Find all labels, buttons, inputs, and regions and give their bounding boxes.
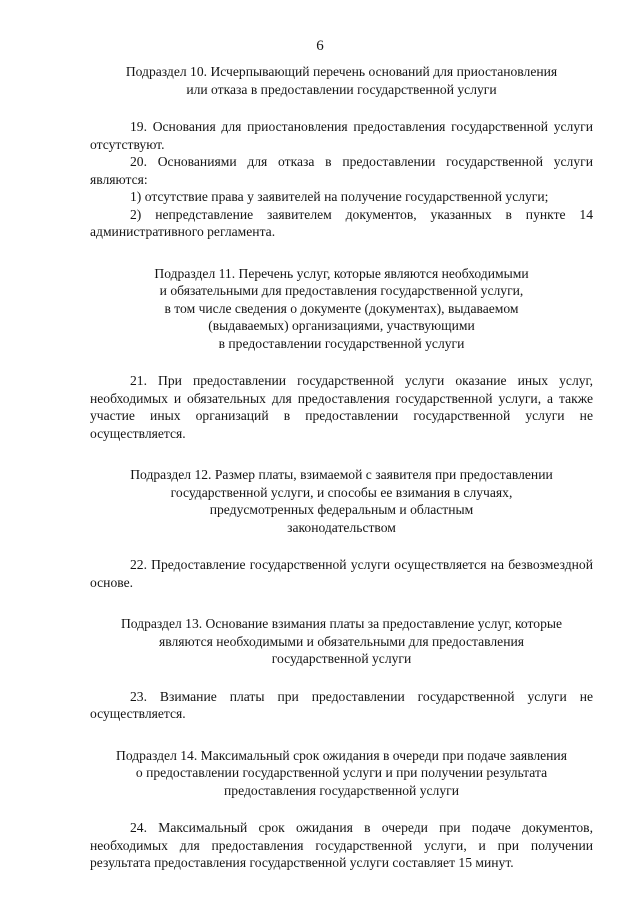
paragraph-19: 19. Основания для приостановления предоставления государственной услуги отсутствуют.	[90, 119, 593, 152]
heading-line: или отказа в предоставлении государственной услуги	[186, 81, 497, 97]
heading-line: Подраздел 14. Максимальный срок ожидания в очереди при подаче заявления	[116, 747, 567, 763]
paragraph-24: 24. Максимальный срок ожидания в очереди при подаче документов, необходимых для предоставления государственной услуги, и при получении результата предоставления государственной услуги составляет 15 минут.	[90, 820, 593, 870]
document-body	[90, 63, 593, 872]
heading-line: законодательством	[287, 519, 396, 535]
paragraph-22: 22. Предоставление государственной услуги осуществляется на безвозмездной основе.	[90, 557, 593, 590]
subsection-13-heading	[90, 615, 593, 668]
heading-line: Подраздел 10. Исчерпывающий перечень оснований для приостановления	[125, 64, 558, 79]
heading-line: Подраздел 11. Перечень услуг, которые являются необходимыми	[154, 265, 529, 281]
subsection-14-heading	[90, 747, 593, 800]
heading-line: и обязательными для предоставления государственной услуги,	[159, 283, 524, 298]
subsection-11-heading	[90, 265, 593, 353]
heading-line: о предоставлении государственной услуги и при получении результата	[135, 765, 548, 780]
paragraph-20: 20. Основаниями для отказа в предоставлении государственной услуги являются:	[90, 154, 593, 187]
heading-line: Подраздел 13. Основание взимания платы за предоставление услуг, которые	[120, 616, 563, 631]
paragraph-21: 21. При предоставлении государственной услуги оказание иных услуг, необходимых и обязательных для предоставления государственной услуги, а также участие иных организаций в предоставлении государственной услуги не осуществляется.	[90, 373, 593, 441]
heading-line: государственной услуги	[271, 651, 412, 666]
heading-line: государственной услуги, и способы ее взимания в случаях,	[170, 484, 513, 500]
page-number: 6	[316, 38, 324, 54]
subsection-10-heading	[90, 63, 593, 98]
list-item-2: 2) непредставление заявителем документов, указанных в пункте 14 административного регламента.	[90, 206, 593, 239]
heading-line: в предоставлении государственной услуги	[218, 335, 465, 351]
list-item-1: 1) отсутствие права у заявителей на получение государственной услуги;	[130, 189, 549, 204]
paragraph-23: 23. Взимание платы при предоставлении государственной услуги не осуществляется.	[90, 688, 593, 721]
subsection-12-heading	[90, 466, 593, 536]
heading-line: в том числе сведения о документе (документах), выдаваемом	[164, 300, 519, 316]
heading-line: предоставления государственной услуги	[224, 782, 459, 798]
heading-line: предусмотренных федеральным и областным	[209, 502, 474, 517]
heading-line: (выдаваемых) организациями, участвующими	[208, 318, 475, 333]
heading-line: являются необходимыми и обязательными для предоставления	[158, 633, 525, 649]
heading-line: Подраздел 12. Размер платы, взимаемой с заявителя при предоставлении	[130, 467, 553, 482]
